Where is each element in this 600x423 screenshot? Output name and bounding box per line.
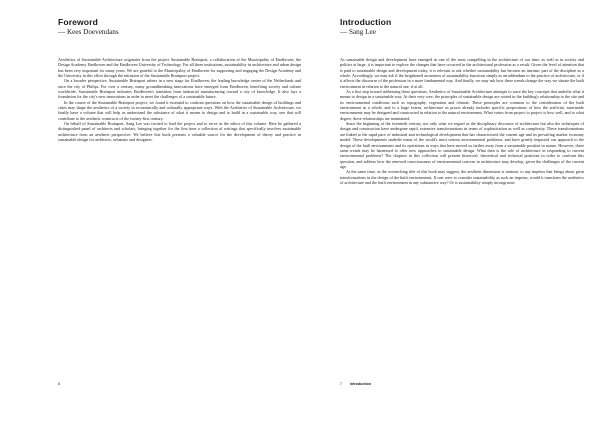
paragraph: In the course of the Sustainable Brainport project, we found it essential to confront questions on how the sustainable design of buildings and cities may shape the aesthetics of a society in economically and culturally appropriate ways. With the Aesthetics of Sustainable Architecture, we finally have a volume that will help us understand the substance of what it means to design and to build in a sustainable way, one that will contribute to the aesthetic constructs of the twenty-first century. xyxy=(58,99,301,121)
running-head: Introduction xyxy=(350,382,371,386)
paragraph: On behalf of Sustainable Brainport, Sang Lee was invited to lead the project and to serve as the editor of this volume. Here he gathered a distinguished panel of architects and scholars, bringing together for the first time a collection of writings that specifically involves sustainable architecture from an aesthetic perspective. We believe this book presents a valuable source for the development of theory and practice in sustainable design for architects, urbanists and designers. xyxy=(58,121,301,143)
folio-number: 7 xyxy=(340,382,342,386)
right-page xyxy=(340,0,584,423)
paragraph: Since the beginning of the twentieth century, not only what we regard as the disciplinary discourse of architecture but also the techniques of design and construction have undergone rapid, extensive transformations in terms of sophistication as well as complexity. These transformations are linked to the rapid pace of industrial and technological development that has characterized the current age and its prevailing market economy model. These developments underlie many of the world's most serious environmental problems, and have greatly impacted our approach to the design of the built environments and its operations in ways that have moved us farther away from a sustainable position in nature. However, these same trends may be harnessed to offer new approaches to sustainable design. What then is the role of architecture in responding to current environmental problems? The chapters in this collection will present historical, theoretical and technical positions in order to confront this question, and address how the renewed consciousness of environmental concern in architecture may develop, given the challenges of the current age. xyxy=(340,121,584,169)
page-number xyxy=(58,382,60,386)
page-author: — Kees Doevendans xyxy=(58,28,119,36)
body-text xyxy=(58,57,301,143)
page-title: Foreword xyxy=(58,17,98,27)
folio-number: 6 xyxy=(58,382,60,386)
body-text xyxy=(340,57,584,185)
paragraph: On a broader perspective, Sustainable Brainport ushers in a new stage for Eindhoven, the leading knowledge center of the Netherlands and once the city of Philips. For over a century, many groundbreaking innovations have emerged from Eindhoven, benefiting society and culture worldwide. Sustainable Brainport indicates Eindhoven's transition from industrial manufacturing toward a city of knowledge. It also lays a foundation for the city's new innovations in order to meet the challenges of a sustainable future. xyxy=(58,78,301,100)
page-number xyxy=(340,382,371,386)
paragraph: As a first step toward addressing these questions, Aesthetics of Sustainable Architecture attempts to trace the key concepts that underlie what it means to design in a sustainable way. At their very core, the principles of sustainable design are rooted in the building's relationship to the site and its environmental conditions such as topography, vegetation and climate. These principles are common to the consideration of the built environment as a whole, and to a large extent, architecture as praxis already includes specific propositions of how the artificial, man-made environments may be designed and constructed in relation to the natural environment. What varies from project to project is how well, and to what degree, these relationships are maintained. xyxy=(340,89,584,121)
page-title: Introduction xyxy=(340,17,392,27)
paragraph: Aesthetics of Sustainable Architecture originates from the project Sustainable Brainport, a collaboration of the Municipality of Eindhoven, the Design Academy Eindhoven and the Eindhoven University of Technology. For all three institutions, sustainability in architecture and urban design has been very important for many years. We are grateful to the Municipality of Eindhoven for supporting and engaging the Design Academy and the University in this effort through the initiation of the Sustainable Brainport project. xyxy=(58,57,301,79)
paragraph: As sustainable design and development have emerged as one of the most compelling in the architecture of our time, as well as in society and politics at large, it is important to explore the changes that have occurred in the architectural profession as a result. Given the level of attention that is paid to sustainable design and development today, it is relevant to ask whether sustainability has become an intrinsic part of the discipline as a whole. Accordingly, we may ask if the heightened awareness of sustainability functions simply as an addendum to the practice of architecture, or if it affects the discourse of the profession in a more fundamental way. And finally, we may ask how these trends change the way we situate the built environment in relation to the natural one, if at all. xyxy=(340,57,584,89)
paragraph: At the same time, as the overarching title of this book may suggest, the aesthetic dimension is intrinsic to any impetus that brings about great transformations in the design of the built environments. If one were to consider sustainability as such an impetus, would it transform the aesthetics of architecture and the built environment in any substantive way? Or is sustainability simply incongruous xyxy=(340,169,584,185)
page-author: — Sang Lee xyxy=(340,28,376,36)
left-page xyxy=(58,0,301,423)
